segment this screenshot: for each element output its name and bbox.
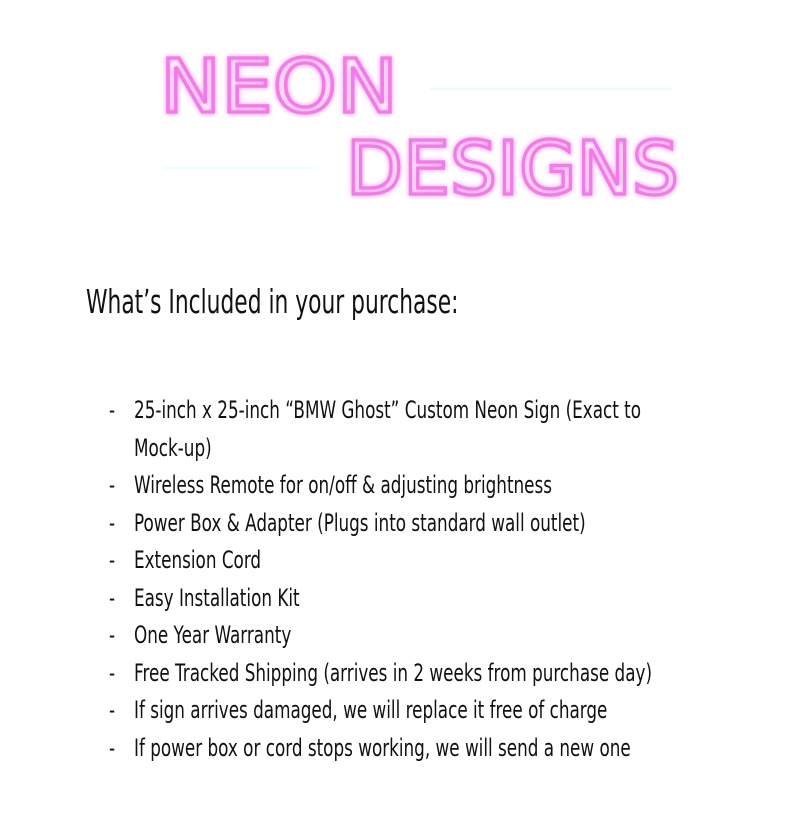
- dash-bullet: -: [109, 621, 116, 649]
- included-items-list: [109, 392, 749, 767]
- list-item: [109, 580, 749, 618]
- list-item-text: Extension Cord: [134, 546, 262, 574]
- list-item-text: One Year Warranty: [134, 621, 292, 649]
- neon-designs-logo: [150, 40, 695, 220]
- list-item-text: Wireless Remote for on/off & adjusting brightness: [134, 471, 553, 499]
- logo-word-designs: DESIGNS: [346, 126, 679, 212]
- dash-bullet: -: [109, 658, 116, 687]
- dash-bullet: -: [109, 508, 116, 537]
- page-title: What’s Included in your purchase:: [86, 282, 459, 321]
- list-item-text: Easy Installation Kit: [134, 583, 300, 612]
- list-item-text: If sign arrives damaged, we will replace it free of charge: [134, 696, 608, 724]
- list-item-text: If power box or cord stops working, we will send a new one: [134, 733, 631, 762]
- list-item-text: 25-inch x 25-inch “BMW Ghost” Custom Neon Sign (Exact to Mock-up): [134, 396, 642, 462]
- list-item: [109, 692, 749, 730]
- dash-bullet: -: [109, 471, 116, 499]
- dash-bullet: -: [109, 396, 116, 424]
- list-item: [109, 617, 749, 655]
- list-item: [109, 392, 749, 467]
- list-item-text: Free Tracked Shipping (arrives in 2 weeks from purchase day): [134, 658, 652, 687]
- list-item: [109, 730, 749, 768]
- list-item: [109, 655, 749, 693]
- list-item: [109, 542, 749, 580]
- dash-bullet: -: [109, 583, 116, 612]
- dash-bullet: -: [109, 733, 116, 762]
- list-item: [109, 505, 749, 543]
- dash-bullet: -: [109, 546, 116, 574]
- list-item: [109, 467, 749, 505]
- list-item-text: Power Box & Adapter (Plugs into standard wall outlet): [134, 508, 586, 537]
- dash-bullet: -: [109, 696, 116, 724]
- neon-logo-graphic: [150, 40, 695, 220]
- logo-word-neon: NEON: [160, 44, 398, 130]
